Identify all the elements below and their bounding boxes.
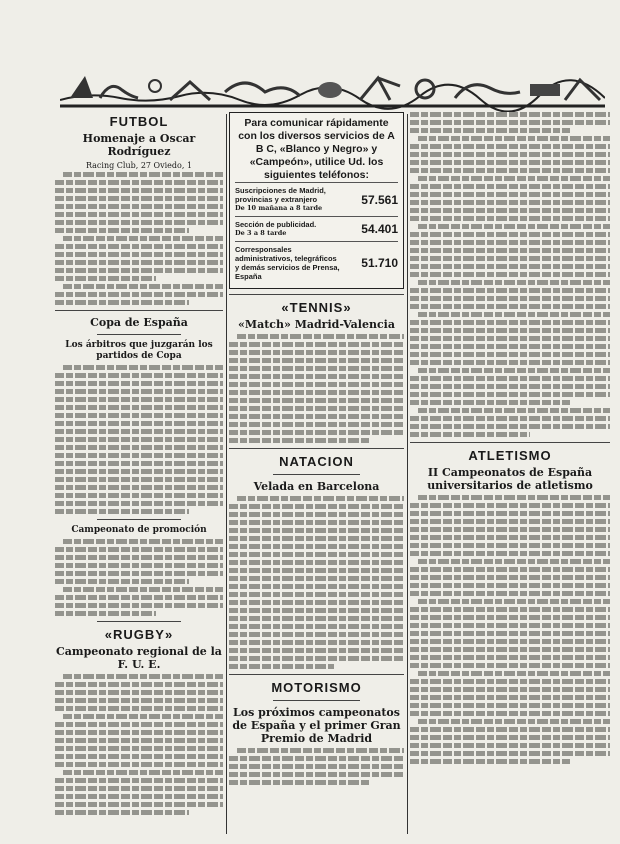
article-title: Velada en Barcelona — [253, 480, 380, 493]
divider — [97, 334, 181, 335]
article-body — [55, 365, 223, 514]
article-body — [55, 674, 223, 815]
sports-banner-illustration — [60, 62, 605, 112]
article-body — [410, 112, 610, 437]
article-title: Campeonato de promoción — [71, 525, 207, 535]
article-title: Copa de España — [90, 316, 188, 329]
article-body — [410, 495, 610, 764]
ad-row-label: Corresponsales administrativos, telegráficos y demás servicios de Prensa, España — [235, 245, 340, 281]
column-right — [410, 112, 610, 767]
article-body — [55, 539, 223, 616]
divider — [229, 294, 404, 295]
article-subtitle: Los árbitros que juzgarán los partidos de Copa — [65, 340, 213, 361]
article-body — [229, 496, 404, 669]
divider — [229, 448, 404, 449]
column-center — [229, 112, 404, 788]
ad-row-label: Sección de publicidad. — [235, 220, 317, 229]
dateline: Racing Club, 27 Oviedo, 1 — [85, 161, 193, 170]
column-rule — [407, 114, 408, 834]
ad-phone-row — [235, 241, 398, 284]
article-title: Los próximos campeonatos de España y el primer Gran Premio de Madrid — [232, 706, 401, 745]
article-title: Homenaje a Oscar Rodríguez — [82, 132, 196, 158]
section-heading-natacion: NATACION — [279, 454, 354, 469]
divider — [97, 519, 181, 520]
ad-phone-row — [235, 182, 398, 216]
ad-row-hours: De 3 a 8 tarde — [235, 229, 287, 237]
telephone-advertisement — [229, 112, 404, 289]
article-body — [229, 748, 404, 785]
article-body — [229, 334, 404, 443]
article-title: II Campeonatos de España universitarios de atletismo — [427, 466, 593, 492]
ad-phone-number: 51.710 — [361, 256, 398, 270]
divider — [229, 674, 404, 675]
section-heading-futbol: FUTBOL — [109, 114, 169, 129]
divider — [273, 474, 361, 475]
article-title: «Match» Madrid-Valencia — [238, 318, 395, 331]
ad-headline: Para comunicar rápidamente con los diversos servicios de A B C, «Blanco y Negro» y «Campeón», utilice Ud. los siguientes teléfonos: — [238, 117, 395, 181]
article-title: Campeonato regional de la F. U. E. — [56, 645, 222, 671]
ad-phone-row — [235, 216, 398, 241]
ad-row-hours: De 10 mañana a 8 tarde — [235, 204, 323, 212]
section-heading-atletismo: ATLETISMO — [468, 448, 552, 463]
column-rule — [226, 114, 227, 834]
divider — [55, 310, 223, 311]
ad-phone-number: 57.561 — [361, 192, 398, 207]
section-heading-rugby: «RUGBY» — [104, 627, 174, 642]
divider — [273, 700, 361, 701]
divider — [97, 621, 181, 622]
section-heading-tennis: «TENNIS» — [281, 300, 352, 315]
column-left — [55, 112, 223, 818]
ad-phone-number: 54.401 — [361, 222, 398, 236]
divider — [410, 442, 610, 443]
article-body — [55, 172, 223, 305]
ad-row-label: Suscripciones de Madrid, provincias y extranjero — [235, 186, 326, 204]
section-heading-motorismo: MOTORISMO — [271, 680, 362, 695]
